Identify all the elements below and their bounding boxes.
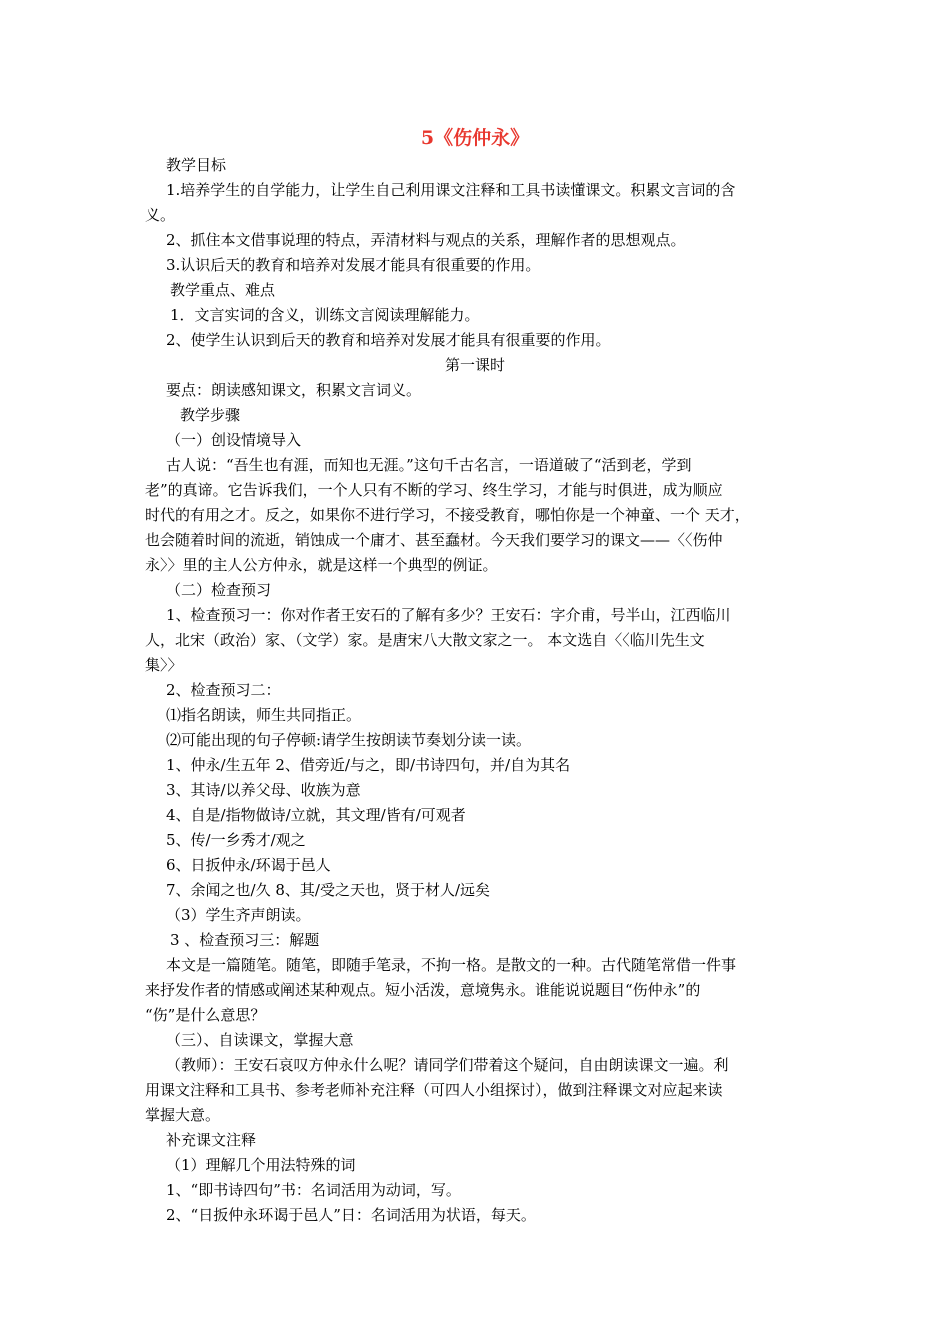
goal-1-line-1: 1.培养学生的自学能力，让学生自己利用课文注释和工具书读懂课文。积累文言词的含: [166, 181, 736, 199]
paragraph-line: 来抒发作者的情感或阐述某种观点。短小活泼，意境隽永。谁能说说题目“伤仲永”的: [145, 981, 701, 999]
list-item: 4、自是/指物做诗/立就，其文理/皆有/可观者: [166, 806, 466, 824]
list-item: 5、传/一乡秀才/观之: [166, 831, 306, 849]
step-1-heading: （一）创设情境导入: [166, 431, 302, 449]
list-item: ⑵可能出现的句子停顿:请学生按朗读节奏划分读一读。: [166, 731, 532, 749]
paragraph-line: 人，北宋（政治）家、（文学）家。是唐宋八大散文家之一。 本文选自〈〈临川先生文: [145, 631, 705, 649]
paragraph-line: （教师）：王安石哀叹方仲永什么呢？请同学们带着这个疑问，自由朗读课文一遍。利: [166, 1056, 729, 1074]
paragraph-line: 老”的真谛。它告诉我们，一个人只有不断的学习、终生学习，才能与时俱进，成为顺应: [145, 481, 723, 499]
section-heading-goals: 教学目标: [166, 156, 227, 174]
paragraph-line: 用课文注释和工具书、参考老师补充注释（可四人小组探讨），做到注释课文对应起来读: [145, 1081, 723, 1099]
document-title: 5《伤仲永》: [420, 127, 530, 149]
paragraph-line: 也会随着时间的流逝，销蚀成一个庸才、甚至蠢材。今天我们要学习的课文——〈〈伤仲: [145, 531, 723, 549]
keypoint-2: 2、使学生认识到后天的教育和培养对发展才能具有很重要的作用。: [166, 331, 611, 349]
step-check-3: 3 、检查预习三：解题: [170, 931, 320, 949]
paragraph-line: 集〉〉: [145, 656, 183, 674]
list-item: 7、余闻之也/久 8、其/受之天也，贤于材人/远矣: [166, 881, 491, 899]
section-heading-keypoints: 教学重点、难点: [170, 281, 276, 299]
list-item: ⑴指名朗读，师生共同指正。: [166, 706, 362, 724]
paragraph-line: “伤”是什么意思？: [145, 1006, 266, 1024]
section-heading-steps: 教学步骤: [180, 406, 241, 424]
goal-2: 2、抓住本文借事说理的特点，弄清材料与观点的关系，理解作者的思想观点。: [166, 231, 686, 249]
paragraph-line: 掌握大意。: [145, 1106, 221, 1124]
paragraph-line: 本文是一篇随笔。随笔，即随手笔录，不拘一格。是散文的一种。古代随笔常借一件事: [166, 956, 737, 974]
lesson-key: 要点：朗读感知课文，积累文言词义。: [166, 381, 422, 399]
keypoint-1: 1．文言实词的含义，训练文言阅读理解能力。: [170, 306, 480, 324]
notes-subheading: （1）理解几个用法特殊的词: [166, 1156, 356, 1174]
lesson-heading: 第一课时: [444, 356, 505, 374]
note-item: 2、“日扳仲永环谒于邑人”日：名词活用为状语，每天。: [166, 1206, 536, 1224]
notes-heading: 补充课文注释: [166, 1131, 257, 1149]
list-item: （3）学生齐声朗读。: [166, 906, 311, 924]
step-2-heading: （二）检查预习: [166, 581, 272, 599]
paragraph-line: 1、检查预习一：你对作者王安石的了解有多少？王安石：字介甫，号半山，江西临川: [166, 606, 731, 624]
paragraph-line: 时代的有用之才。反之，如果你不进行学习，不接受教育，哪怕你是一个神童、一个 天才，: [145, 506, 750, 524]
goal-1-line-2: 义。: [145, 206, 176, 224]
goal-3: 3.认识后天的教育和培养对发展才能具有很重要的作用。: [166, 256, 541, 274]
paragraph-line: 2、检查预习二：: [166, 681, 281, 699]
list-item: 3、其诗/以养父母、收族为意: [166, 781, 361, 799]
note-item: 1、“即书诗四句”书：名词活用为动词，写。: [166, 1181, 461, 1199]
paragraph-line: 古人说：“吾生也有涯，而知也无涯。”这句千古名言，一语道破了“活到老，学到: [166, 456, 692, 474]
list-item: 6、日扳仲永/环谒于邑人: [166, 856, 331, 874]
list-item: 1、仲永/生五年 2、借旁近/与之，即/书诗四句，并/自为其名: [166, 756, 571, 774]
paragraph-line: 永〉〉里的主人公方仲永，就是这样一个典型的例证。: [145, 556, 498, 574]
step-3-heading: （三）、自读课文，掌握大意: [166, 1031, 354, 1049]
